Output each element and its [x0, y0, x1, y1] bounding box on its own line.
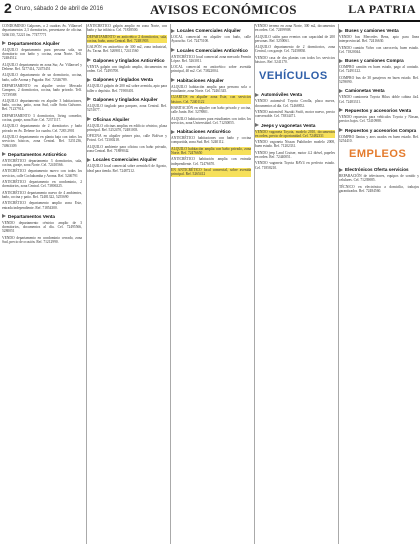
classified-ad: ALQUILO oficinas amplias en edificio céntrico, plaza principal. Ref. 5252470, 72481003. — [87, 123, 167, 132]
vehiculos-banner-wrap — [255, 66, 335, 88]
arrow-icon — [171, 78, 175, 82]
arrow-icon — [87, 78, 91, 82]
masthead: LA PATRIA — [348, 2, 416, 16]
empleos-banner: EMPLEOS — [349, 148, 407, 161]
category-heading: Galpones y tinglados Alquiler — [87, 97, 167, 102]
classified-ad: VENDO vagoneta Toyota RAV4 en perfecto estado. Cel. 71858210. — [255, 161, 335, 170]
empleos-banner-wrap — [339, 145, 419, 163]
classified-ad: GALPÓN en anticrético de 300 m2, zona industrial, Av. Tacna. Ref. 5269011, 72411560 — [87, 45, 167, 54]
classified-ad: ALQUILO salón para eventos con capacidad de 200 personas. Ref. 5250061. — [255, 34, 335, 43]
page-header — [0, 0, 420, 22]
arrow-icon — [87, 117, 91, 121]
classified-ad: COMPRO camión en buen estado, pago al contado. Cel. 72491122. — [339, 65, 419, 74]
arrow-icon — [339, 128, 343, 132]
highlighted-ad: DEPARTAMENTO en anticrético 2 dormitorios, sala, cocina, baño, zona Central. Ref. 72481903 — [87, 34, 167, 43]
section-title: AVISOS ECONÓMICOS — [150, 2, 297, 17]
category-heading: Buses y camiones Compra — [339, 58, 419, 63]
column-2 — [86, 24, 167, 544]
classified-ad: VENDO departamento céntrico amplio de 3 dormitorios, documentos al día. Cel. 72495566, 5280051 — [2, 220, 82, 234]
column-5 — [338, 24, 419, 544]
classified-ad: ALQUILO ambiente para oficina con baño privado, zona Central. Ref. 71889042. — [87, 144, 167, 154]
arrow-icon — [339, 168, 343, 172]
category-heading: Repuestos y accesorios Venta — [339, 108, 419, 113]
arrow-icon — [255, 93, 259, 97]
classified-ad: ALQUILO galpón de 200 m2 sobre avenida, apto para taller o depósito. Ref. 71900401. — [87, 84, 167, 93]
classified-ad: ALQUILO habitaciones para estudiantes con todos los servicios, zona Universidad. Cel. 71230055. — [171, 116, 251, 125]
highlighted-ad: EN ANTICRÉTICO local comercial, sobre avenida principal. Ref. 5265412 — [171, 167, 251, 177]
category-heading: Jeeps y vagonetas Venta — [255, 123, 335, 128]
classified-ad: VENDO jeep Land Cruiser, motor 4.2 diésel, papeles en orden. Ref. 72440051. — [255, 150, 335, 160]
classified-ad: ANTICRÉTICO departamento 3 dormitorios, sala, cocina, garaje, zona Norte. Cel. 72410566. — [2, 158, 82, 168]
highlighted-ad: VENDO vagoneta Toyota, modelo 2010, documentos en orden, precio de oportunidad. Cel. 72482331 — [255, 129, 335, 138]
column-1 — [2, 24, 82, 544]
classified-ad: VENDO automóvil Toyota Corolla, placa nueva, documentos al día. Cel. 72468852. — [255, 99, 335, 108]
classified-ad: TÉCNICO en electrónica a domicilio, trabajos garantizados. Ref. 72484560. — [339, 184, 419, 194]
classified-ad: ANTICRÉTICO departamento amplio zona Este, entrada independiente. Ref. 71854300. — [2, 201, 82, 210]
category-heading: Departamentos Anticrético — [2, 152, 82, 157]
classified-ad: VENDO casa de dos plantas con todos los servicios básicos. Ref. 5241170. — [255, 55, 335, 65]
classified-ad: ALQUILO departamento en planta baja con todos los servicios básicos, zona Central. Ref. 5251236, 74863309. — [2, 134, 82, 148]
classified-ad: OFICINA en alquiler primer piso, calle Bolívar y Potosí. Cel. 72300218. — [87, 134, 167, 143]
page-number: 2 — [4, 0, 12, 16]
classified-ad: VENDO vagoneta Nissan Pathfinder modelo 2008, buen estado. Ref. 71202331. — [255, 140, 335, 149]
arrow-icon — [339, 108, 343, 112]
classified-ad: ANTICRÉTICO departamento nuevo de 4 ambientes, baño, cocina y patio. Ref. 72481322, 5255690 — [2, 190, 82, 199]
classified-ad: HABITACIÓN en alquiler con baño privado y cocina, calle Junín. Ref. 5278801. — [171, 105, 251, 115]
classified-ad: ANTICRÉTICO local comercial zona mercado Fermín López. Ref. 5263011. — [171, 54, 251, 63]
highlighted-ad: ALQUILO habitación amplia con baño privado, zona Norte. Ref. 72476650 — [171, 146, 251, 156]
arrow-icon — [339, 59, 343, 63]
classified-ad: COMPRO llantas y aros usados en buen estado. Ref. 5254410. — [339, 134, 419, 143]
classified-ad: ALQUILO tinglado para parqueo, zona Central. Ref. 5251077. — [87, 103, 167, 113]
category-heading: Automóviles Venta — [255, 92, 335, 97]
arrow-icon — [87, 97, 91, 101]
classified-ad: CONDOMINIO Galpones, a 2 cuadras Av. Villarroel departamentos 2,3 dormitorios, presentarse de oficina. 5266130, 72221 fm. 77477771 — [2, 24, 82, 37]
arrow-icon — [87, 158, 91, 162]
classified-ad: ALQUILO habitación amplia para persona sola o estudiante, zona Norte. Cel. 72461345. — [171, 84, 251, 94]
category-heading: Locales Comerciales Alquiler — [87, 157, 167, 162]
classified-ad: VENDO departamento en condominio cerrado, zona Sud, precio de ocasión. Ref. 71212990. — [2, 235, 82, 244]
column-3 — [170, 24, 251, 544]
category-heading: Departamentos Alquiler — [2, 41, 82, 46]
arrow-icon — [171, 130, 175, 134]
dateline: Oruro, sábado 2 de abril de 2016 — [15, 6, 104, 12]
category-heading: Camionetas Venta — [339, 88, 419, 93]
classified-ad: ALQUILO departamento de 2 dormitorios y baño privado en Av. Dehene 1ra cuadra. Cel. 7283 2901 — [2, 124, 82, 133]
highlighted-ad: CUARTOS en alquiler zona Este, con servicios básicos. Cel. 72401122 — [171, 95, 251, 104]
classified-ad: VENDO automóvil Suzuki Swift, motor nuevo, precio conversable. Cel. 73834471. — [255, 109, 335, 119]
category-heading: Electrónicos Oferta servicios — [339, 167, 419, 172]
classified-ad: LOCAL comercial en alquiler con baño, calle Ayacucho. Cel. 72475100. — [171, 35, 251, 44]
arrow-icon — [171, 48, 175, 52]
category-heading: Galpones y tinglados Venta — [87, 77, 167, 82]
category-heading: Repuestos y accesorios Compra — [339, 128, 419, 133]
category-heading: Locales Comerciales Anticrético — [171, 48, 251, 53]
arrow-icon — [87, 58, 91, 62]
vehiculos-banner: VEHÍCULOS — [259, 70, 328, 83]
classified-ad: ANTICRÉTICO habitaciones con baño y cocina compartida, zona Sud. Ref. 5240112. — [171, 136, 251, 145]
category-heading: Oficinas Alquiler — [87, 117, 167, 122]
classified-ad: DEPARTAMENTO 3 dormitorios, living comedor, cocina, garaje, zona Este. Cel. 72371117. — [2, 113, 82, 123]
column-4 — [254, 24, 335, 544]
classified-ad: ANTICRÉTICO habitación amplia con entrada independiente. Cel. 72476670. — [171, 157, 251, 166]
arrow-icon — [2, 214, 6, 218]
classified-ad: ANTICRÉTICO departamento en condominio, 2 dormitorios, zona Central. Cel. 73806325. — [2, 180, 82, 189]
classified-ad: COMPRO bus de 30 pasajeros en buen estado. Ref. 5259090. — [339, 75, 419, 85]
category-heading: Locales Comerciales Alquiler — [171, 28, 251, 33]
category-heading: Habitaciones Anticrético — [171, 129, 251, 134]
classified-ad: DEPARTAMENTO en alquiler sector Mercado Campero, 2 dormitorios, cocina, baño privado. Telf. 72739588 — [2, 83, 82, 97]
classified-ad: REPARACIÓN de televisores, equipos de sonido y celulares. Cel. 71239085. — [339, 174, 419, 183]
category-heading: Departamentos Venta — [2, 214, 82, 219]
classified-ad: ALQUILO departamento para persona sola, un dormitorio con baño y cocina, zona Norte. Telf. 72484512. — [2, 47, 82, 61]
category-heading: Galpones y tinglados Anticrético — [87, 58, 167, 63]
classified-ad: VENDO camioneta Toyota Hilux doble cabina 4x4. Cel. 72483311. — [339, 95, 419, 104]
classified-ad: VENDO camión Volvo con carrocería, buen estado. Cel. 71820044. — [339, 45, 419, 54]
classified-ad: VENTA galpón con tinglado amplio, documentos en orden. Cel. 72495700. — [87, 64, 167, 74]
classified-ad: VENDO terreno en zona Norte, 300 m2, documentos en orden. Cel. 72499908. — [255, 24, 335, 33]
classified-ad: ALQUILO departamento en alquiler 3 habitaciones, baño, cocina, patio, zona Sud, calle Soria Galvarro. Ref. 71237914. — [2, 98, 82, 112]
classified-ad: LOCAL comercial en anticrético sobre avenida principal, 40 m2. Cel. 73822004. — [171, 65, 251, 74]
classified-ad: ANTICRÉTICO galpón amplio en zona Norte, con baño y luz trifásica. Cel. 71838500. — [87, 24, 167, 33]
classified-ad: ALQUILO departamento de 2 dormitorios, zona Central, con garaje. Cel. 72458830. — [255, 45, 335, 54]
arrow-icon — [2, 41, 6, 45]
category-heading: Buses y camiones Venta — [339, 28, 419, 33]
category-heading: Habitaciones Alquiler — [171, 78, 251, 83]
arrow-icon — [255, 123, 259, 127]
classified-ad: ALQUILO departamento en zona Sur, Av. Villarroel y Dehene. Ref. 5277414, 72475451 — [2, 62, 82, 72]
arrow-icon — [339, 89, 343, 93]
arrow-icon — [171, 29, 175, 33]
arrow-icon — [339, 29, 343, 33]
classified-ad: ALQUILO departamento de un dormitorio, cocina, baño, calle Aroma y Pagador. Ref. 72346789. — [2, 73, 82, 82]
classified-ad: ALQUILO local comercial sobre avenida 6 de Agosto, ideal para tienda. Ref. 72487212. — [87, 164, 167, 173]
arrow-icon — [2, 152, 6, 156]
classified-ad: VENDO repuestos para vehículos Toyota y Nissan, precios bajos. Cel. 72410988. — [339, 114, 419, 124]
classified-ad: VENDO bus Mercedes Benz, apto para línea interprovincial. Ref. 72416630. — [339, 35, 419, 44]
classified-ad: ANTICRÉTICO departamento nuevo con todos los servicios, calle Cochabamba y Aroma. Ref. 5246791 — [2, 169, 82, 178]
